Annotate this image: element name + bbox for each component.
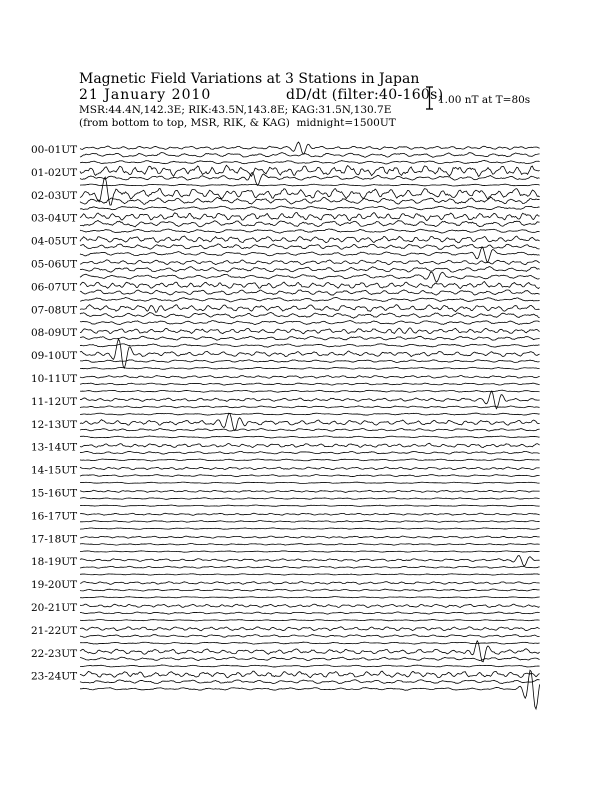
row-label-05-06UT: 05-06UT: [31, 258, 78, 271]
trace-00-01UT-MSR: [80, 160, 540, 164]
trace-19-20UT-KAG: [80, 581, 540, 584]
trace-00-01UT-RIK: [80, 153, 540, 158]
chart-date: 21 January 2010: [79, 87, 212, 103]
trace-01-02UT-RIK: [80, 173, 540, 186]
trace-04-05UT-MSR: [80, 247, 540, 261]
trace-07-08UT-MSR: [80, 320, 540, 324]
trace-03-04UT-KAG: [80, 213, 540, 221]
row-label-03-04UT: 03-04UT: [31, 212, 78, 225]
trace-12-13UT-RIK: [80, 428, 540, 431]
trace-14-15UT-RIK: [80, 475, 540, 477]
trace-20-21UT-KAG: [80, 604, 540, 607]
trace-13-14UT-MSR: [80, 459, 540, 461]
trace-10-11UT-KAG: [80, 375, 540, 378]
trace-15-16UT-MSR: [80, 505, 540, 506]
trace-11-12UT-MSR: [80, 413, 540, 415]
trace-05-06UT-RIK: [80, 267, 540, 273]
trace-05-06UT-MSR: [80, 272, 540, 282]
trace-20-21UT-RIK: [80, 612, 540, 614]
row-label-12-13UT: 12-13UT: [31, 418, 78, 431]
row-label-01-02UT: 01-02UT: [31, 166, 78, 179]
row-label-16-17UT: 16-17UT: [31, 510, 78, 523]
trace-01-02UT-MSR: [80, 184, 540, 186]
trace-21-22UT-KAG: [80, 627, 540, 631]
trace-14-15UT-MSR: [80, 482, 540, 483]
trace-23-24UT-RIK: [80, 680, 540, 684]
trace-04-05UT-RIK: [80, 244, 540, 250]
trace-21-22UT-MSR: [80, 642, 540, 644]
trace-15-16UT-KAG: [80, 490, 540, 492]
trace-23-24UT-KAG: [80, 671, 540, 678]
trace-10-11UT-RIK: [80, 383, 540, 385]
trace-08-09UT-KAG: [80, 328, 540, 334]
trace-14-15UT-KAG: [80, 467, 540, 470]
trace-08-09UT-MSR: [80, 344, 540, 347]
row-label-00-01UT: 00-01UT: [31, 144, 78, 156]
row-label-19-20UT: 19-20UT: [31, 579, 78, 592]
row-label-21-22UT: 21-22UT: [31, 624, 78, 637]
scale-bar-label: 1.00 nT at T=80s: [438, 94, 531, 106]
trace-11-12UT-RIK: [80, 406, 540, 408]
trace-06-07UT-RIK: [80, 290, 540, 295]
row-label-09-10UT: 09-10UT: [31, 350, 78, 363]
chart-title: Magnetic Field Variations at 3 Stations in Japan: [79, 71, 420, 87]
trace-22-23UT-RIK: [80, 657, 540, 660]
row-label-10-11UT: 10-11UT: [31, 373, 78, 385]
row-label-08-09UT: 08-09UT: [31, 327, 78, 340]
trace-13-14UT-KAG: [80, 443, 540, 447]
trace-09-10UT-MSR: [80, 367, 540, 369]
trace-17-18UT-KAG: [80, 536, 540, 538]
trace-04-05UT-KAG: [80, 236, 540, 243]
trace-12-13UT-MSR: [80, 436, 540, 438]
trace-03-04UT-RIK: [80, 220, 540, 227]
trace-05-06UT-KAG: [80, 260, 540, 265]
trace-16-17UT-KAG: [80, 513, 540, 515]
trace-03-04UT-MSR: [80, 229, 540, 233]
trace-02-03UT-RIK: [80, 197, 540, 204]
trace-18-19UT-MSR: [80, 574, 540, 575]
row-label-17-18UT: 17-18UT: [31, 533, 78, 546]
trace-01-02UT-KAG: [80, 165, 540, 176]
trace-11-12UT-KAG: [80, 391, 540, 409]
trace-07-08UT-KAG: [80, 305, 540, 313]
row-label-14-15UT: 14-15UT: [31, 464, 78, 477]
row-label-20-21UT: 20-21UT: [31, 602, 78, 614]
row-label-13-14UT: 13-14UT: [31, 441, 78, 454]
trace-08-09UT-RIK: [80, 336, 540, 340]
trace-00-01UT-KAG: [80, 142, 540, 154]
trace-06-07UT-KAG: [80, 282, 540, 289]
trace-17-18UT-RIK: [80, 543, 540, 545]
row-label-02-03UT: 02-03UT: [31, 189, 78, 202]
row-label-06-07UT: 06-07UT: [31, 281, 78, 294]
row-label-11-12UT: 11-12UT: [31, 395, 78, 408]
row-label-23-24UT: 23-24UT: [31, 670, 78, 683]
trace-21-22UT-RIK: [80, 635, 540, 638]
row-label-22-23UT: 22-23UT: [31, 647, 78, 660]
filter-note: dD/dt (filter:40-160s): [286, 87, 444, 103]
trace-16-17UT-MSR: [80, 528, 540, 529]
trace-19-20UT-MSR: [80, 597, 540, 598]
trace-18-19UT-KAG: [80, 556, 540, 566]
trace-10-11UT-MSR: [80, 390, 540, 392]
station-coordinates: MSR:44.4N,142.3E; RIK:43.5N,143.8E; KAG:31.5N,130.7E: [79, 104, 392, 116]
trace-17-18UT-MSR: [80, 551, 540, 552]
trace-12-13UT-KAG: [80, 413, 540, 430]
trace-13-14UT-RIK: [80, 451, 540, 454]
trace-02-03UT-MSR: [80, 206, 540, 210]
station-order-note: (from bottom to top, MSR, RIK, & KAG) midnight=1500UT: [79, 117, 396, 129]
row-label-18-19UT: 18-19UT: [31, 556, 78, 569]
trace-19-20UT-RIK: [80, 589, 540, 591]
trace-18-19UT-RIK: [80, 566, 540, 568]
row-label-04-05UT: 04-05UT: [31, 235, 78, 248]
trace-15-16UT-RIK: [80, 498, 540, 500]
trace-20-21UT-MSR: [80, 620, 540, 621]
trace-22-23UT-MSR: [80, 665, 540, 667]
row-label-15-16UT: 15-16UT: [31, 487, 78, 500]
trace-07-08UT-RIK: [80, 312, 540, 318]
trace-09-10UT-KAG: [80, 339, 540, 368]
trace-16-17UT-RIK: [80, 521, 540, 523]
trace-06-07UT-MSR: [80, 297, 540, 301]
row-label-07-08UT: 07-08UT: [31, 304, 78, 317]
trace-09-10UT-RIK: [80, 360, 540, 363]
